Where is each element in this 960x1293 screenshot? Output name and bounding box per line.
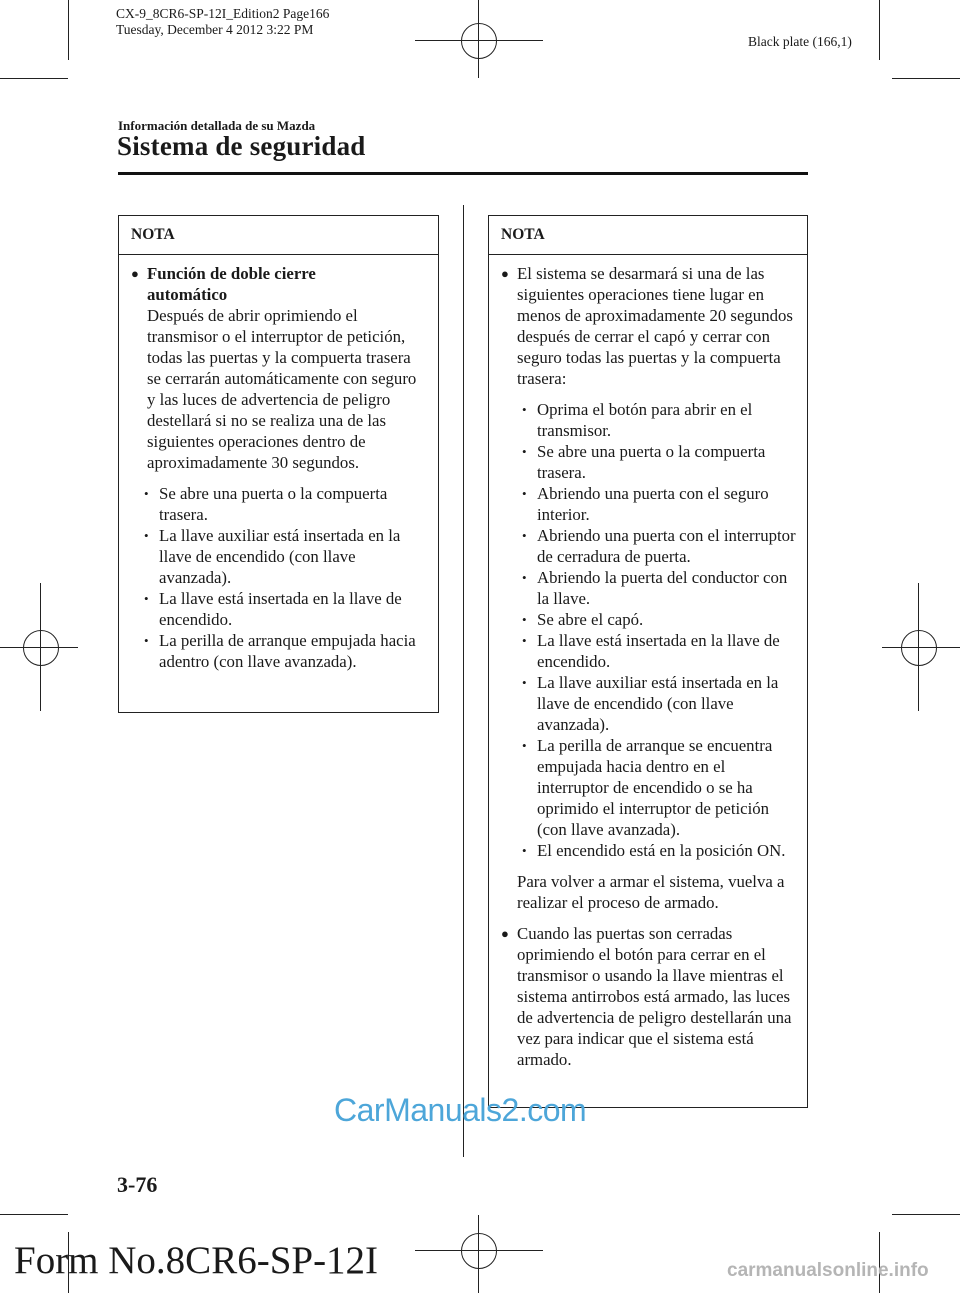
bullet-icon: ● — [131, 266, 139, 281]
note-heading: NOTA — [489, 216, 807, 255]
sub-item: • La llave auxiliar está insertada en la llave de encendido (con llave avanzada). — [144, 526, 401, 587]
note-item-text: Cuando las puertas son cerradas oprimiendo el botón para cerrar en el transmisor o usando la llave mientras el sistema antirrobos está armado, las luces de advertencia de peligro destellarán una vez para indicar que el sistema está armado. — [517, 924, 792, 1069]
watermark: CarManuals2.com — [334, 1092, 587, 1128]
title-rule — [118, 172, 808, 175]
note-body — [489, 255, 807, 1080]
note-item — [127, 263, 428, 473]
sub-bullet-icon: • — [522, 843, 527, 858]
site-watermark: carmanualsonline.info — [727, 1260, 929, 1281]
note-item — [497, 923, 801, 1070]
note-item-text: Después de abrir oprimiendo el transmisor o el interruptor de petición, todas las puertas y la compuerta trasera se cerrarán automáticamente con seguro y las luces de advertencia de peligro destellará si no se realiza una de las siguientes operaciones dentro de aproximadamente 30 segundos. — [147, 306, 417, 472]
sub-bullet-icon: • — [522, 675, 527, 690]
sub-item: • Se abre una puerta o la compuerta trasera. — [522, 442, 766, 482]
page-number: 3-76 — [117, 1172, 158, 1197]
column-divider — [463, 205, 464, 1157]
bullet-icon: ● — [501, 926, 509, 941]
print-header-date: Tuesday, December 4 2012 3:22 PM — [116, 22, 314, 37]
note-item-title: Función de doble cierre automático — [147, 264, 316, 304]
crosshair-bottom-icon — [461, 1233, 497, 1269]
sub-item: • La llave está insertada en la llave de encendido. — [144, 589, 402, 629]
note-after-text: Para volver a armar el sistema, vuelva a realizar el proceso de armado. — [517, 872, 785, 912]
sub-bullet-icon: • — [522, 633, 527, 648]
sub-bullet-icon: • — [522, 444, 527, 459]
crosshair-top-icon — [461, 23, 497, 59]
note-item — [497, 263, 801, 389]
section-label: Información detallada de su Mazda — [118, 118, 316, 133]
sub-bullet-icon: • — [522, 570, 527, 585]
sub-bullet-icon: • — [522, 486, 527, 501]
left-note-box — [118, 215, 439, 713]
sub-list — [517, 399, 801, 861]
sub-bullet-icon: • — [522, 402, 527, 417]
sub-bullet-icon: • — [144, 591, 149, 606]
sub-item: • Abriendo una puerta con el seguro interior. — [522, 484, 769, 524]
sub-item: • La perilla de arranque empujada hacia adentro (con llave avanzada). — [144, 631, 416, 671]
sub-bullet-icon: • — [522, 738, 527, 753]
sub-bullet-icon: • — [522, 528, 527, 543]
plate-label: Black plate (166,1) — [748, 34, 852, 49]
crosshair-left-icon — [23, 630, 59, 666]
sub-item: • Se abre el capó. — [522, 610, 644, 629]
note-item-text: El sistema se desarmará si una de las siguientes operaciones tiene lugar en menos de aproximadamente 20 segundos después de cerrar el capó y cerrar con seguro todas las puertas y la compuerta trasera: — [517, 264, 793, 388]
note-heading: NOTA — [119, 216, 438, 255]
print-header-file: CX-9_8CR6-SP-12I_Edition2 Page166 — [116, 6, 330, 21]
sub-item: • Se abre una puerta o la compuerta trasera. — [144, 484, 388, 524]
note-body — [119, 255, 438, 682]
sub-bullet-icon: • — [144, 633, 149, 648]
sub-item: • Oprima el botón para abrir en el transmisor. — [522, 400, 753, 440]
sub-bullet-icon: • — [144, 486, 149, 501]
sub-item: • El encendido está en la posición ON. — [522, 841, 786, 860]
bullet-icon: ● — [501, 266, 509, 281]
print-header — [116, 6, 329, 38]
sub-item: • Abriendo la puerta del conductor con la llave. — [522, 568, 788, 608]
right-note-box — [488, 215, 808, 1108]
page-title: Sistema de seguridad — [117, 131, 366, 161]
crosshair-right-icon — [901, 630, 937, 666]
sub-bullet-icon: • — [522, 612, 527, 627]
sub-bullet-icon: • — [144, 528, 149, 543]
sub-list — [139, 483, 428, 672]
sub-item: • La llave está insertada en la llave de encendido. — [522, 631, 780, 671]
sub-item: • Abriendo una puerta con el interruptor de cerradura de puerta. — [522, 526, 796, 566]
sub-item: • La perilla de arranque se encuentra empujada hacia dentro en el interruptor de encendido o se ha oprimido el interruptor de petición (con llave avanzada). — [522, 736, 773, 839]
sub-item: • La llave auxiliar está insertada en la llave de encendido (con llave avanzada). — [522, 673, 779, 734]
form-number: Form No.8CR6-SP-12I — [14, 1239, 379, 1282]
